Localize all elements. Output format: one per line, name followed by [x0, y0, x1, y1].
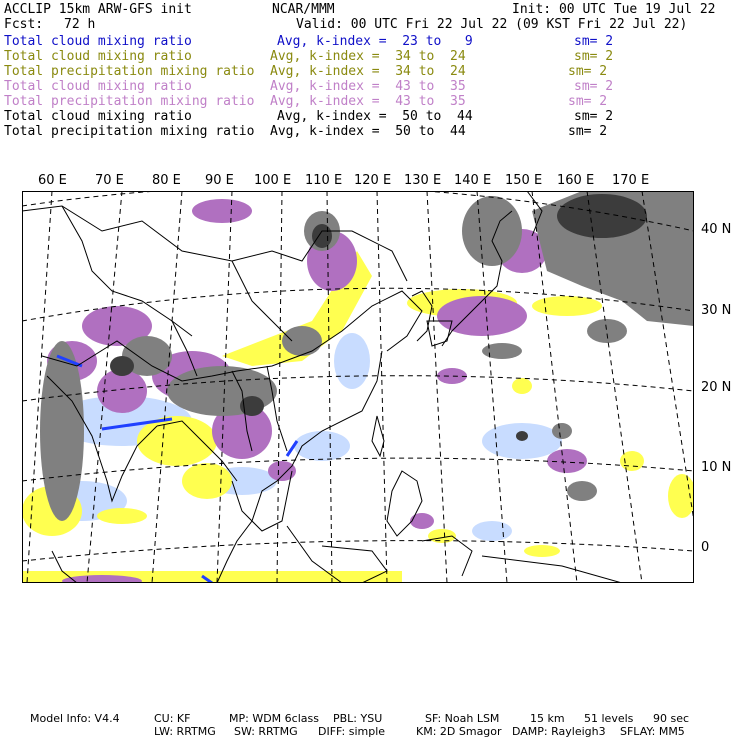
legend-field: Total precipitation mixing ratio [4, 124, 255, 139]
legend-field: Total cloud mixing ratio [4, 49, 192, 64]
lon-label: 120 E [354, 173, 392, 188]
legend-avg: Avg, k-index = 43 to 35 [270, 94, 466, 109]
legend-row [4, 94, 254, 109]
footer-sflay: SFLAY: MM5 [620, 725, 685, 738]
legend-row [4, 109, 192, 124]
fcst-value: 72 h [64, 17, 96, 32]
legend-row [4, 124, 254, 139]
lat-label: 30 N [701, 303, 732, 318]
center-label: NCAR/MMM [272, 2, 335, 17]
legend-field: Total cloud mixing ratio [4, 79, 192, 94]
lon-label: 90 E [205, 173, 234, 188]
lon-label: 140 E [454, 173, 492, 188]
lat-label: 10 N [701, 460, 732, 475]
footer-diff: DIFF: simple [318, 725, 386, 738]
init-time: Init: 00 UTC Tue 19 Jul 22 [512, 2, 716, 17]
lon-label: 100 E [254, 173, 292, 188]
footer-timestep: 90 sec [653, 712, 690, 725]
valid-time: Valid: 00 UTC Fri 22 Jul 22 (09 KST Fri 22 Jul 22) [296, 17, 688, 32]
lat-label: 40 N [701, 222, 732, 237]
fcst-label: Fcst: [4, 17, 44, 32]
legend-avg: Avg, k-index = 50 to 44 [277, 109, 473, 124]
footer-res: 15 km [530, 712, 565, 725]
legend-sm: sm= 2 [568, 64, 608, 79]
legend-avg: Avg, k-index = 23 to 9 [277, 34, 473, 49]
footer-pbl: PBL: YSU [333, 712, 383, 725]
legend-field: Total precipitation mixing ratio [4, 64, 255, 79]
footer-cu: CU: KF [154, 712, 191, 725]
legend-avg: Avg, k-index = 34 to 24 [270, 49, 466, 64]
lon-label: 170 E [612, 173, 650, 188]
footer-lw: LW: RRTMG [154, 725, 216, 738]
lon-label: 130 E [404, 173, 442, 188]
footer-sw: SW: RRTMG [234, 725, 298, 738]
footer-sf: SF: Noah LSM [425, 712, 500, 725]
lon-label: 150 E [505, 173, 543, 188]
lon-label: 60 E [38, 173, 67, 188]
legend-sm: sm= 2 [574, 49, 614, 64]
lat-label: 20 N [701, 380, 732, 395]
legend-row [4, 64, 254, 79]
footer-km: KM: 2D Smagor [416, 725, 502, 738]
legend-row [4, 49, 192, 64]
legend-sm: sm= 2 [574, 34, 614, 49]
legend-avg: Avg, k-index = 34 to 24 [270, 64, 466, 79]
lat-label: 0 [701, 540, 710, 555]
lon-label: 110 E [305, 173, 343, 188]
weather-map [22, 191, 694, 583]
legend-avg: Avg, k-index = 50 to 44 [270, 124, 466, 139]
legend-row [4, 34, 192, 49]
footer-levels: 51 levels [584, 712, 634, 725]
footer-damp: DAMP: Rayleigh3 [512, 725, 606, 738]
legend-sm: sm= 2 [568, 94, 608, 109]
legend-field: Total precipitation mixing ratio [4, 94, 255, 109]
legend-sm: sm= 2 [574, 109, 614, 124]
legend-field: Total cloud mixing ratio [4, 34, 192, 49]
lon-label: 80 E [152, 173, 181, 188]
legend-field: Total cloud mixing ratio [4, 109, 192, 124]
lon-label: 160 E [557, 173, 595, 188]
legend-row [4, 79, 192, 94]
model-title: ACCLIP 15km ARW-GFS init [4, 2, 192, 17]
legend-sm: sm= 2 [568, 124, 608, 139]
legend-sm: sm= 2 [574, 79, 614, 94]
lon-label: 70 E [95, 173, 124, 188]
legend-avg: Avg, k-index = 43 to 35 [270, 79, 466, 94]
footer-mp: MP: WDM 6class [229, 712, 319, 725]
footer-model-info: Model Info: V4.4 [30, 712, 120, 725]
